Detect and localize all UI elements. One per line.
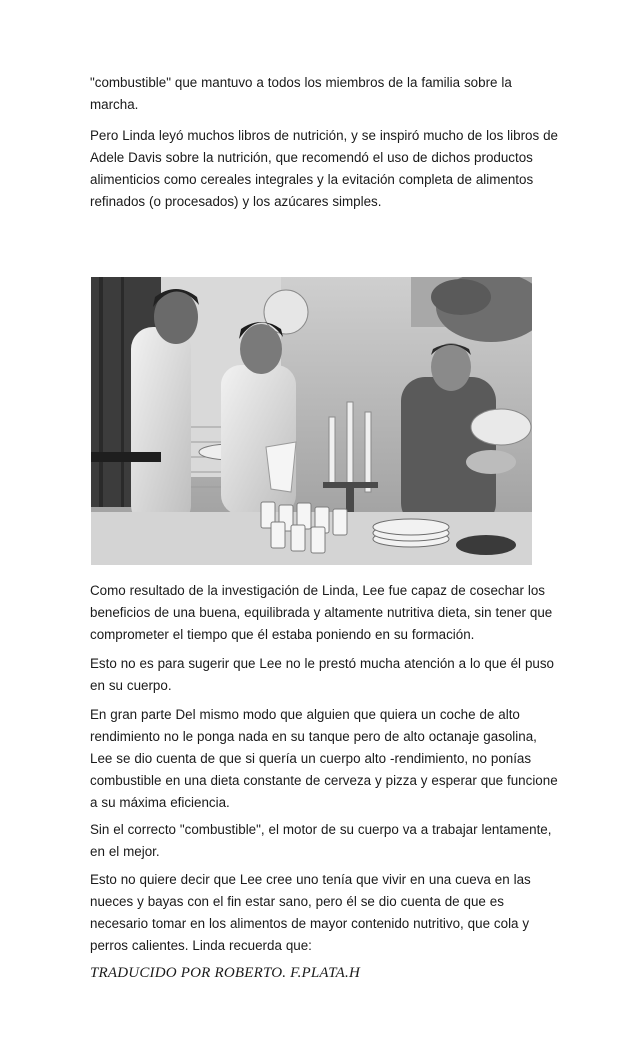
paragraph-4: Esto no es para sugerir que Lee no le prestó mucha atención a lo que él puso en su cuerpo.: [90, 656, 554, 693]
paragraph-5: En gran parte Del mismo modo que alguien que quiera un coche de alto rendimiento no le ponga nada en su tanque pero de alto octanaje gasolina, Lee se dio cuenta de que si quería un cuerpo alto -rendimiento, no ponías combustible en una dieta constante de cerveza y pizza y esperar que funcione a su máxima eficiencia.: [90, 707, 558, 810]
paragraph-7: Esto no quiere decir que Lee cree uno tenía que vivir en una cueva en las nueces y bayas con el fin estar sano, pero él se dio cuenta de que es necesario tomar en los alimentos de mayor contenido nutritivo, que cola y perros calientes. Linda recuerda que:: [90, 872, 531, 953]
buffet-photo-illustration: [91, 277, 532, 565]
paragraph-3: Como resultado de la investigación de Linda, Lee fue capaz de cosechar los beneficios de una buena, equilibrada y altamente nutritiva dieta, sin tener que comprometer el tiempo que él estaba poniendo en su formación.: [90, 583, 553, 642]
translator-footer: TRADUCIDO POR ROBERTO. F.PLATA.H: [90, 965, 361, 981]
paragraph-1: "combustible" que mantuvo a todos los miembros de la familia sobre la marcha.: [90, 75, 512, 112]
paragraph-6: Sin el correcto "combustible", el motor de su cuerpo va a trabajar lentamente, en el mejor.: [90, 822, 552, 859]
paragraph-2: Pero Linda leyó muchos libros de nutrición, y se inspiró mucho de los libros de Adele Davis sobre la nutrición, que recomendó el uso de dichos productos alimenticios como cereales integrales y la evitación completa de alimentos refinados (o procesados) y los azúcares simples.: [90, 128, 558, 209]
buffet-photo: [91, 277, 532, 565]
